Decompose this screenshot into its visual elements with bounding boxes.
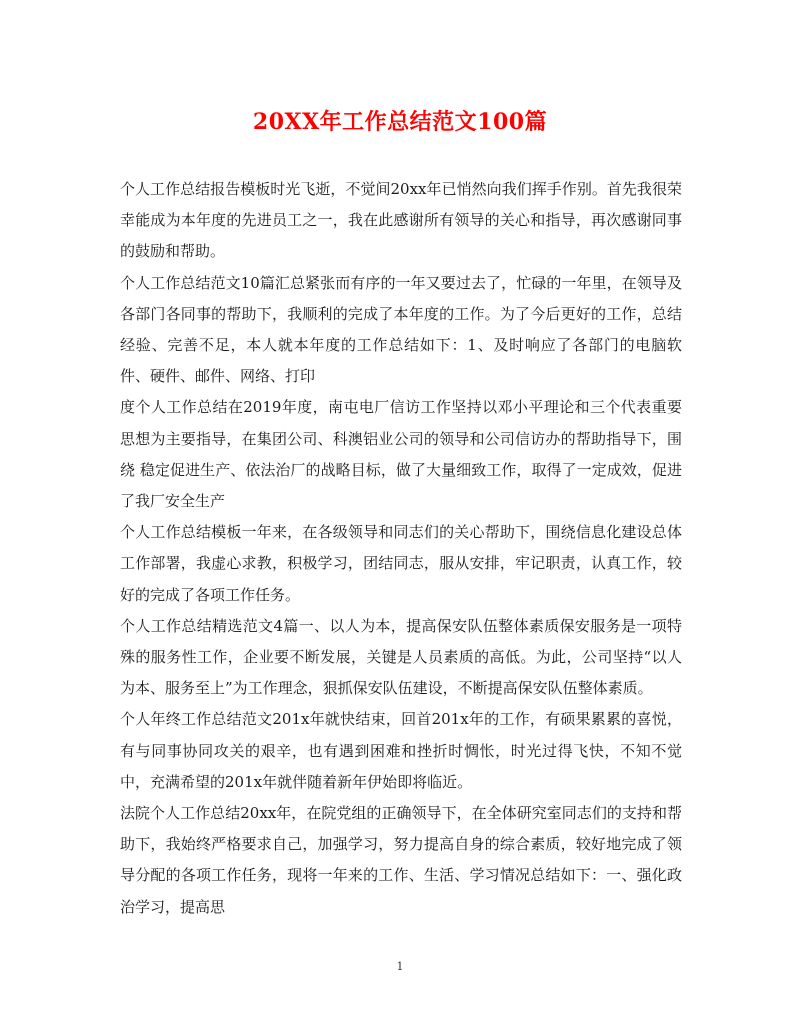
page-number: 1 — [396, 960, 404, 973]
document-title: 20XX年工作总结范文100篇 — [252, 109, 548, 135]
paragraph-5: 个人工作总结精选范文4篇一、以人为本，提高保安队伍整体素质保安服务是一项特殊的服务性工作，企业要不断发展，关键是人员素质的高低。为此，公司坚持“以人为本、服务至上”为工作理念，狠抓保安队伍建设，不断提高保安队伍整体素质。 — [120, 616, 682, 698]
paragraph-7: 法院个人工作总结20xx年，在院党组的正确领导下，在全体研究室同志们的支持和帮助下，我始终严格要求自己，加强学习，努力提高自身的综合素质，较好地完成了领导分配的各项工作任务，现将一年来的工作、生活、学习情况总结如下：一、强化政治学习，提高思 — [120, 804, 682, 916]
document-body — [120, 174, 682, 923]
paragraph-6: 个人年终工作总结范文201x年就快结束，回首201x年的工作，有硕果累累的喜悦，有与同事协同攻关的艰辛，也有遇到困难和挫折时惆怅，时光过得飞快，不知不觉中，充满希望的201x年就伴随着新年伊始即将临近。 — [120, 710, 682, 791]
paragraph-3: 度个人工作总结在2019年度，南屯电厂信访工作坚持以邓小平理论和三个代表重要思想为主要指导，在集团公司、科澳铝业公司的领导和公司信访办的帮助指导下，围绕 稳定促进生产、依法治厂的战略目标，做了大量细致工作，取得了一定成效，促进了我厂安全生产 — [120, 398, 682, 511]
paragraph-1: 个人工作总结报告模板时光飞逝，不觉间20xx年已悄然向我们挥手作别。首先我很荣幸能成为本年度的先进员工之一，我在此感谢所有领导的关心和指导，再次感谢同事的鼓励和帮助。 — [120, 180, 682, 261]
paragraph-2: 个人工作总结范文10篇汇总紧张而有序的一年又要过去了，忙碌的一年里，在领导及各部门各同事的帮助下，我顺利的完成了本年度的工作。为了今后更好的工作，总结经验、完善不足，本人就本年度的工作总结如下：1、及时响应了各部门的电脑软件、硬件、邮件、网络、打印 — [120, 273, 682, 386]
paragraph-4: 个人工作总结模板一年来，在各级领导和同志们的关心帮助下，围绕信息化建设总体工作部署，我虚心求教，积极学习，团结同志，服从安排，牢记职责，认真工作，较好的完成了各项工作任务。 — [120, 523, 682, 604]
